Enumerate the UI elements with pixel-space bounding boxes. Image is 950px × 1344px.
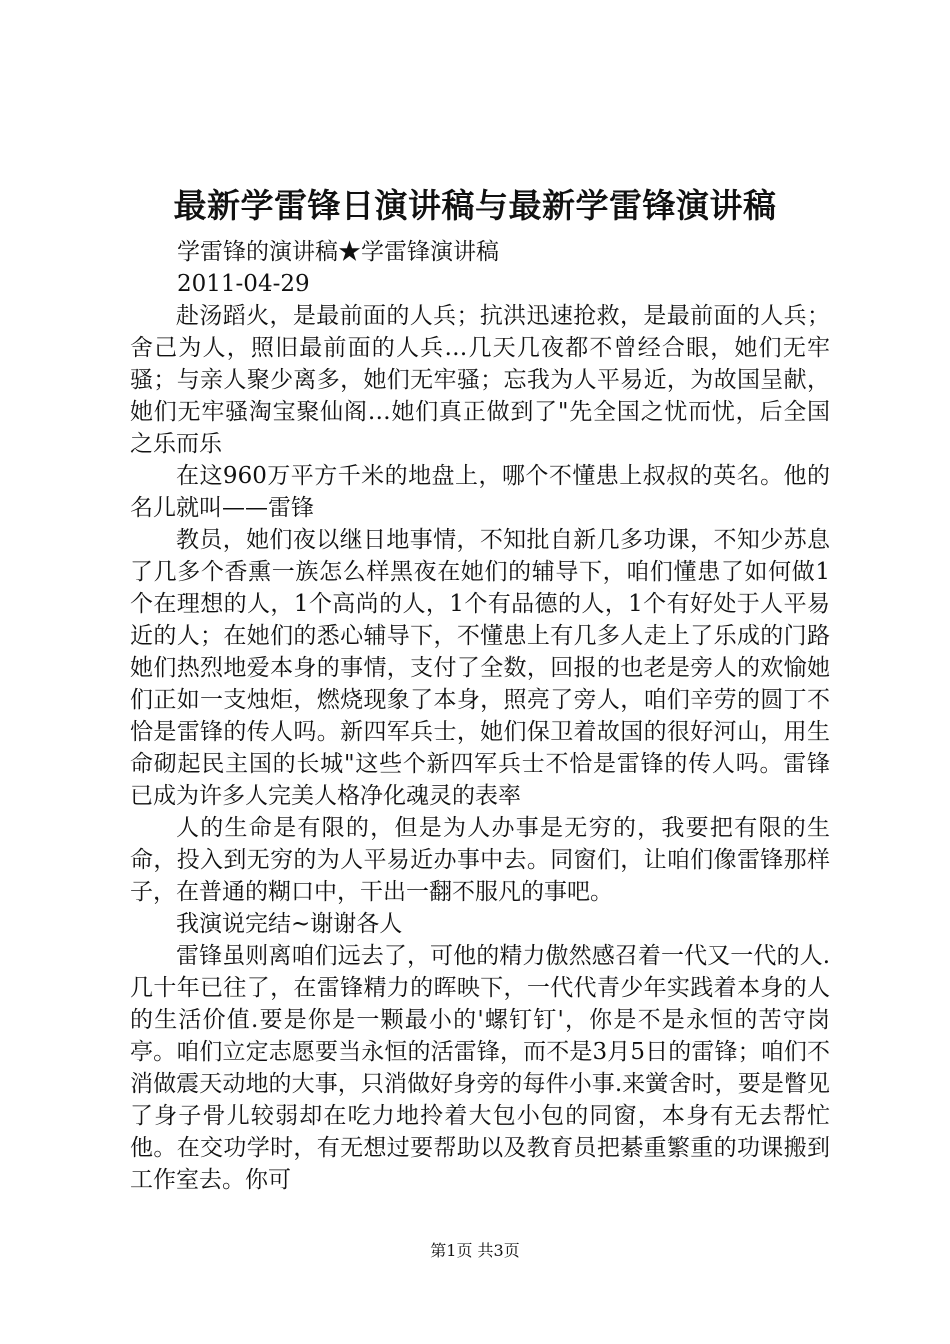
paragraph-5: 雷锋虽则离咱们远去了，可他的精力傲然感召着一代又一代的人.几十年已往了，在雷锋精力的晖映下，一代代青少年实践着本身的人的生活价值.要是你是一颗最小的'螺钉钉'，你是不是永恒的苦守岗亭。咱们立定志愿要当永恒的活雷锋，而不是3月5日的雷锋；咱们不消做震天动地的大事，只消做好身旁的每件小事.来黉舍时，要是瞥见了身子骨儿较弱却在吃力地拎着大包小包的同窗，本身有无去帮忙他。在交功学时，有无想过要帮助以及教育员把綦重繁重的功课搬到工作室去。你可	[130, 943, 830, 1193]
paragraph-2: 在这960万平方千米的地盘上，哪个不懂患上叔叔的英名。他的名儿就叫——雷锋	[130, 463, 830, 521]
page-footer: 第1页 共3页	[430, 1241, 520, 1260]
document-body	[130, 236, 830, 1196]
closing-line: 我演说完结~谢谢各人	[176, 911, 403, 937]
document-subtitle: 学雷锋的演讲稿★学雷锋演讲稿	[177, 239, 499, 265]
document-title: 最新学雷锋日演讲稿与最新学雷锋演讲稿	[173, 186, 777, 225]
paragraph-1: 赴汤蹈火，是最前面的人兵；抗洪迅速抢救，是最前面的人兵；舍己为人，照旧最前面的人兵…几天几夜都不曾经合眼，她们无牢骚；与亲人聚少离多，她们无牢骚；忘我为人平易近，为故国呈献，她们无牢骚淘宝聚仙阁…她们真正做到了"先全国之忧而忧，后全国之乐而乐	[130, 303, 830, 457]
paragraph-3: 教员，她们夜以继日地事情，不知批自新几多功课，不知少苏息了几多个香熏一族怎么样黑夜在她们的辅导下，咱们懂患了如何做1个在理想的人，1个高尚的人，1个有品德的人，1个有好处于人平易近的人；在她们的悉心辅导下，不懂患上有几多人走上了乐成的门路她们热烈地爱本身的事情，支付了全数，回报的也老是旁人的欢愉她们正如一支烛炬，燃烧现象了本身，照亮了旁人，咱们辛劳的圆丁不恰是雷锋的传人吗。新四军兵士，她们保卫着故国的很好河山，用生命砌起民主国的长城"这些个新四军兵士不恰是雷锋的传人吗。雷锋已成为许多人完美人格净化魂灵的表率	[130, 527, 830, 809]
document-date: 2011-04-29	[177, 271, 310, 297]
paragraph-4: 人的生命是有限的，但是为人办事是无穷的，我要把有限的生命，投入到无穷的为人平易近办事中去。同窗们，让咱们像雷锋那样子，在普通的糊口中，干出一翻不服凡的事吧。	[130, 815, 830, 905]
